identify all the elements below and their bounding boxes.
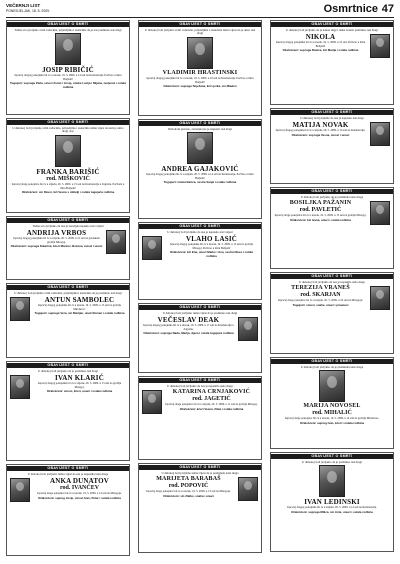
portrait-photo [319, 370, 345, 402]
card-header: OBAVIJEST O SMRTI [7, 218, 129, 223]
funeral-details: Ispraćaj dragog pokojnika bit će u utorak, 19. 5. 2009. u 16 sati na Krematoriju. Počivao u miru Božjem! [146, 77, 254, 84]
family-signature: Tugujući: sinovi, snahe, unuci i praunuci [292, 302, 349, 307]
portrait-photo [106, 230, 126, 254]
deceased-name: BOSILJKA PAŽANIN [289, 200, 352, 207]
portrait-photo [10, 297, 30, 321]
funeral-details: Ispraćaj drage pokojnice bit će u srijedu, 20. 5. 2009. u 11 sati na groblju Mirogoj. [165, 403, 258, 407]
obituary-card [6, 283, 130, 358]
portrait-photo [319, 465, 345, 497]
maiden-name: rod. POPOVIĆ [168, 483, 209, 490]
deceased-name: TEREZIJA VRANEŠ [291, 285, 350, 292]
family-signature: Ožalošćeni: sin Davor, kći Vesna s obitelji i ostala tugujuća rodbina [21, 190, 115, 194]
deceased-name: ANTUN SAMBOLEC [44, 296, 115, 305]
obituary-card [6, 216, 130, 280]
card-header: OBAVIJEST O SMRTI [7, 363, 129, 368]
family-signature: Ožalošćeni: supruga Snježana, kći Ljerka, sin Mladen [163, 84, 237, 88]
deceased-name: IVAN LEDINSKI [304, 498, 360, 507]
portrait-photo [238, 317, 258, 341]
maiden-name: rod. JAGETIĆ [192, 396, 231, 403]
obituary-card [270, 20, 394, 105]
family-signature: Ožalošćeni: kćeri Vesna, Zlata i ostala rodbina [179, 406, 244, 411]
funeral-details: Ispraćaj drage pokojnice bit će u utorak, 19. 5. 2009. u 15 sati na groblju Mirogoj. [274, 214, 367, 218]
obituary-card [138, 303, 262, 373]
funeral-details: Ispraćaj drage pokojnice bit će u utorak, 19. 5. 2009. u 14 sati na Mirogoju. [37, 492, 122, 496]
obituary-card [6, 118, 130, 213]
card-header: OBAVIJEST O SMRTI [271, 110, 393, 115]
portrait-photo [142, 390, 162, 414]
intro-text: U dubokoj boli javljamo da je nakon duge i teške bolesti preminuo naš dragi [286, 27, 378, 32]
obituary-card [138, 222, 262, 300]
funeral-details: Ispraćaj drage pokojnice bit će u utorak, 19. 5. 2009. u 14 sati na groblju Miroševac. [284, 417, 380, 421]
publication-name: VEČERNJI LIST [6, 3, 41, 8]
deceased-name: ANKA DUNATOV [49, 477, 110, 486]
deceased-name: NIKOLA [305, 33, 336, 42]
obituary-card [6, 20, 130, 115]
deceased-name: VEČESLAV DEAK [157, 316, 220, 325]
obituary-card [270, 108, 394, 184]
card-header: OBAVIJEST O SMRTI [271, 359, 393, 364]
intro-text: U dubokoj boli javljamo da je preminuo naš dragi [302, 459, 362, 464]
family-signature: Tugujući: supruga Zlata, sinovi Zoran i Josip, unuke Lucija i Mijana, nevjeste i ostala rodbina [10, 81, 126, 89]
funeral-details: Ispraćaj drage pokojnice bit će u srijedu, 20. 5. 2009. u 15 sati na Krematoriju u Zagrebu. Počivala u miru Božjem! [11, 183, 125, 190]
portrait-photo [370, 122, 390, 146]
family-signature: Ožalošćeni: supruga Nada, Marija, djeca i ostala tugujuća rodbina [143, 331, 234, 336]
funeral-details: Ispraćaj dragog pokojnika bit će u utorak, 19. 5. 2009. u 12 sati. Počivao u miru Božjem! [275, 41, 366, 48]
column-middle [138, 20, 262, 556]
deceased-name: KATARINA CRNJAKOVIĆ [172, 389, 251, 396]
column-left [6, 20, 130, 559]
funeral-details: Ispraćaj dragog pokojnika bit će u utorak, 19. 5. 2009. u 17 sati na Krematoriju u Zagrebu. [143, 324, 234, 331]
card-header: OBAVIJEST O SMRTI [139, 465, 261, 470]
card-header: OBAVIJEST O SMRTI [139, 378, 261, 383]
intro-text: Tužna srca javljamo da nas je zauvijek napustio naš voljeni [32, 223, 104, 228]
maiden-name: rod. SKARJAN [300, 292, 341, 299]
portrait-photo [370, 201, 390, 225]
card-header: OBAVIJEST O SMRTI [139, 224, 261, 229]
funeral-details: Ispraćaj dragog pokojnika bit će u srijedu, 20. 5. 2009. u 14 sati na Krematoriju. Počivao u miru Božjem! [146, 173, 254, 180]
intro-text: U dubokoj boli javljamo tužnu vijest da je preminuo naš dragi [162, 310, 238, 315]
intro-text: U dubokoj boli javljamo da nas je napustio naš voljeni [167, 229, 233, 234]
card-header: OBAVIJEST O SMRTI [139, 121, 261, 126]
maiden-name: rod. IVANČEV [59, 485, 100, 492]
funeral-details: Ispraćaj dragog pokojnika bit će u srijedu, 20. 5. 2009. u 12 sati na gradskom groblju Mirogoj. [13, 237, 100, 244]
family-signature: Ožalošćeni: kći Ivana, unuci i ostala rodbina [290, 217, 351, 222]
portrait-photo [238, 477, 258, 501]
intro-text: Dubokom prerano, zauvijek nas je napustio naš dragi [168, 126, 232, 131]
funeral-details: Ispraćaj dragog pokojnika bit će u utorak, 19. 5. 2009. u 15 sati na groblju Mirogoj. Počivao u miru Božjem! [170, 243, 253, 250]
portrait-photo [55, 135, 81, 167]
deceased-name: ANDRIJA VRBOS [26, 229, 87, 238]
column-right [270, 20, 394, 555]
intro-text: U dubokoj boli javljamo da nas je napustio naš dragi [300, 115, 364, 120]
section-title: Osmrtnice [323, 3, 378, 15]
family-signature: Tugujući: mama Barica, sestra Sanja i ostala rodbina [163, 180, 237, 185]
maiden-name: rod. MIHALIĆ [312, 410, 352, 417]
funeral-details: Ispraćaj drage pokojnice bit će u srijedu, 20. 5. 2009. u 16 sati na Mirogoju. [278, 299, 363, 303]
obituary-card [138, 119, 262, 219]
family-signature: Tugujući: supruga Vera, sin Marijan, unuk Roman i ostala rodbina [34, 311, 125, 316]
intro-text: Tužna srca javljamo svim rođacima, prijateljima i znancima da je nas preminuo naš dragi [14, 27, 122, 32]
family-signature: Ožalošćeni: supruga Milica, sin Ante, unuci i ostala rodbina [291, 509, 373, 514]
funeral-details: Ispraćaj dragog pokojnika bit će u utorak, 19. 5. 2009. u 14 sati na Krematoriju. Počivao u miru Božjem! [14, 74, 122, 81]
funeral-details: Ispraćaj dragog pokojnika bit će u srijedu, 20. 5. 2009. u 10 sati na Krematoriju. [275, 129, 366, 133]
obituary-card [138, 20, 262, 116]
obituary-card [138, 463, 262, 553]
portrait-photo [370, 34, 390, 58]
deceased-name: MARIJA NOVOSEL [303, 403, 361, 410]
family-signature: Ožalošćeni: suprug Ivan, kćeri i ostala rodbina [300, 420, 364, 425]
page-header [6, 3, 394, 18]
intro-text: U dubokoj boli javljamo da nas je napustila naša draga [299, 279, 365, 284]
card-header: OBAVIJEST O SMRTI [139, 305, 261, 310]
card-header: OBAVIJEST O SMRTI [7, 466, 129, 471]
obituary-card [270, 452, 394, 552]
card-header: OBAVIJEST O SMRTI [7, 22, 129, 27]
portrait-photo [187, 132, 213, 164]
obituary-card [138, 376, 262, 460]
family-signature: Ožalošćeni: kći Ena, unuci Marko i Ana, sestra Nives i ostala rodbina [170, 250, 253, 258]
funeral-details: Ispraćaj drage pokojnice bit će u utorak, 19. 5. 2009. u 13 sati na Mirogoju. [146, 490, 231, 494]
portrait-photo [370, 286, 390, 310]
deceased-name: VLAHO LASIĆ [185, 235, 237, 244]
intro-text: U dubokoj boli javljamo da je preminula naša draga [300, 194, 364, 199]
issue-date: PONEDJELJAK, 18. 5. 2009. [6, 9, 50, 13]
portrait-photo [187, 37, 213, 69]
maiden-name: rod. PAVLETIĆ [299, 207, 342, 214]
family-signature: Ožalošćeni: sin Zlatko, snaha i unuci [163, 493, 214, 498]
family-signature: Ožalošćeni: supruga Vesna, sinovi i unuci [291, 132, 350, 137]
card-header: OBAVIJEST O SMRTI [271, 22, 393, 27]
intro-text: U dubokoj boli javljamo tužnu vijest da nas je napustila naša draga [27, 471, 109, 476]
intro-text: U dubokoj boli javljamo svim rođacima, prijateljima i znancima tužnu vijest da nam je umro dragi otac [12, 125, 124, 134]
intro-text: U dubokoj boli javljamo tužnu vijest da je preminula naša draga [161, 470, 239, 475]
intro-text: U dubokoj boli javljamo da je preminula naša draga [300, 364, 364, 369]
family-signature: Ožalošćeni: supruga Danica, kći Marija i ostala rodbina [282, 48, 359, 53]
portrait-photo [10, 375, 30, 399]
card-header: OBAVIJEST O SMRTI [271, 454, 393, 459]
deceased-name: ANDREA GAJAKOVIĆ [161, 165, 239, 174]
family-signature: Ožalošćeni: supruga Katarina, kćeri Marica i Božena, zetovi i unuci [10, 244, 103, 249]
card-header: OBAVIJEST O SMRTI [7, 285, 129, 290]
obituary-card [6, 464, 130, 556]
deceased-name: MARIJETA BARABAŠ [156, 476, 221, 483]
family-signature: Ožalošćeni: suprug Josip, sinovi Ivan, Petar i ostala rodbina [38, 495, 121, 500]
maiden-name: rod. MIŠKOVIĆ [46, 176, 90, 182]
card-header: OBAVIJEST O SMRTI [7, 120, 129, 125]
deceased-name: VLADIMIR HRASTINSKI [162, 70, 238, 76]
obituary-card [270, 357, 394, 449]
obituary-card [270, 187, 394, 269]
portrait-photo [55, 33, 81, 65]
deceased-name: MATIJA NOVAK [292, 121, 349, 130]
card-header: OBAVIJEST O SMRTI [139, 22, 261, 27]
deceased-name: JOSIP RIBIČIĆ [42, 66, 94, 75]
intro-text: U dubokoj boli javljamo da nas je napustila naša draga [167, 383, 233, 388]
portrait-photo [142, 236, 162, 260]
funeral-details: Ispraćaj dragog pokojnika bit će u srijedu, 20. 5. 2009. u 13 sati na groblju Mirogoj. [37, 382, 122, 389]
funeral-details: Ispraćaj dragog pokojnika bit će u utorak, 19. 5. 2009. u 15 sati na groblju Miroševac. [38, 304, 121, 311]
card-header: OBAVIJEST O SMRTI [271, 274, 393, 279]
deceased-name: IVAN KLARIĆ [55, 374, 104, 383]
obituary-card [270, 272, 394, 354]
deceased-name: FRANKA BARIŠIĆ [36, 168, 100, 176]
page-number: 47 [381, 3, 394, 15]
intro-text: U dubokoj boli javljamo svim rođacima, prijateljima i znancima tužnu vijest da je umro naš dragi [144, 27, 256, 36]
intro-text: U dubokoj boli javljamo svim rođacima, prijateljima i znancima da je preminuo naš dragi [14, 290, 122, 295]
family-signature: Ožalošćeni: sinovi, kćeri, unuci i ostala rodbina [46, 389, 113, 394]
obituary-card [6, 361, 130, 461]
card-header: OBAVIJEST O SMRTI [271, 189, 393, 194]
portrait-photo [10, 478, 30, 502]
funeral-details: Ispraćaj dragog pokojnika bit će u srijedu, 20. 5. 2009. u 12 sati na Krematoriju. [287, 506, 377, 510]
intro-text: U dubokoj boli javljamo da je preminuo naš dragi [38, 368, 98, 373]
